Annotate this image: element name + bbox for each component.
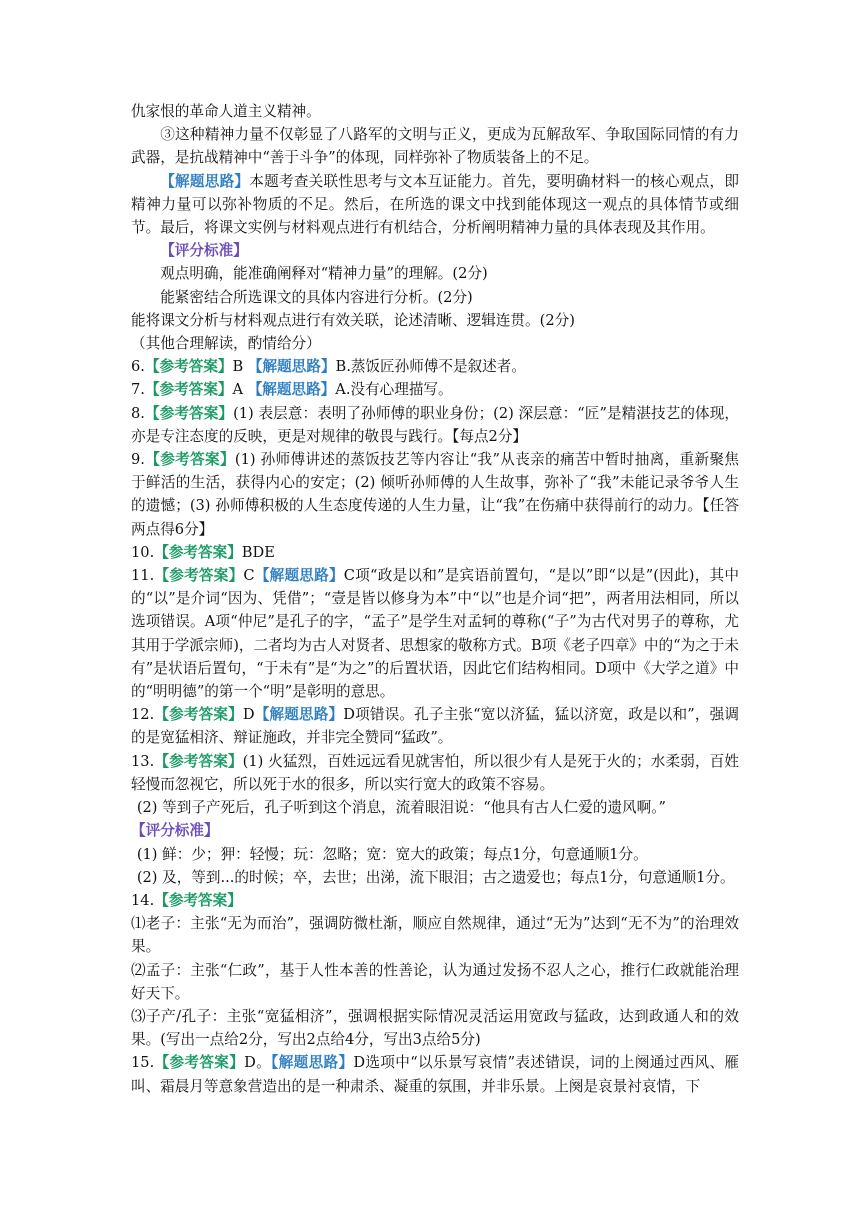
analysis-tag: 【解题思路】 (271, 1054, 354, 1072)
answer-q13 (131, 750, 739, 796)
text-span: (2) 及，等到...的时候；卒，去世；出涕，流下眼泪；古之遗爱也；每点1分，句意通顺1分。 (136, 868, 735, 886)
answer-q10 (131, 541, 739, 564)
answer-tag: 【参考答案】 (144, 381, 233, 399)
text-span: (1) 表层意：表明了孙师傅的职业身份；(2) 深层意：“匠”是精湛技艺的体现，亦是专注态度的反映，更是对规律的敬畏与践行。【每点2分】 (131, 404, 739, 445)
answer-value: A (232, 381, 248, 399)
question-number: 14. (131, 891, 155, 909)
answer-tag: 【参考答案】 (154, 706, 243, 724)
text-span: 仇家恨的革命人道主义精神。 (131, 103, 321, 120)
score-heading (131, 819, 739, 842)
analysis-tag: 【解题思路】 (247, 358, 336, 376)
answer-value: BDE (241, 543, 275, 561)
answer-value: B (232, 358, 248, 376)
question-number: 7. (131, 381, 145, 399)
analysis-tag: 【解题思路】 (160, 172, 250, 190)
text-span: （其他合理解读，酌情给分） (131, 335, 321, 353)
text-line (131, 796, 739, 819)
answer-q14 (131, 889, 739, 912)
question-number: 9. (131, 451, 145, 469)
text-paragraph (131, 123, 739, 169)
text-line (131, 286, 739, 309)
answer-q6 (131, 355, 739, 378)
text-span: A.没有心理描写。 (335, 381, 453, 399)
text-span: B.蒸饭匠孙师傅不是叙述者。 (335, 358, 526, 376)
question-number: 8. (131, 404, 145, 422)
answer-tag: 【参考答案】 (154, 567, 244, 585)
analysis-tag: 【解题思路】 (254, 706, 344, 724)
question-number: 6. (131, 358, 145, 376)
question-number: 12. (131, 706, 155, 724)
answer-document (131, 100, 739, 1098)
text-line (131, 843, 739, 866)
text-span: ③这种精神力量不仅彰显了八路军的文明与正义，更成为瓦解敌军、争取国际同情的有力武器，是抗战精神中“善于斗争”的体现，同样弥补了物质装备上的不足。 (131, 126, 739, 167)
answer-tag: 【参考答案】 (154, 891, 242, 909)
answer-value: D。 (244, 1054, 272, 1072)
answer-q7 (131, 378, 739, 401)
text-span: 能将课文分析与材料观点进行有效关联，论述清晰、逻辑连贯。(2分) (131, 311, 575, 329)
text-span: D选项中“以乐景写哀情”表述错误，词的上阕通过西风、雁叫、霜晨月等意象营造出的是一种肃杀、凝重的氛围，并非乐景。上阕是哀景衬哀情，下 (131, 1054, 739, 1095)
text-span: (1) 火猛烈，百姓远远看见就害怕，所以很少有人是死于火的；水柔弱，百姓轻慢而忽视它，所以死于水的很多，所以实行宽大的政策不容易。 (131, 752, 739, 793)
question-number: 11. (131, 567, 155, 585)
question-number: 13. (131, 752, 155, 770)
text-line (131, 309, 739, 332)
text-span: (1) 孙师傅讲述的蒸饭技艺等内容让“我”从丧亲的痛苦中暂时抽离，重新聚焦于鲜活的生活，获得内心的安定；(2) 倾听孙师傅的人生故事，弥补了“我”未能记录爷爷人生的遗憾；(3) 孙师傅积极的人生态度传递的人生力量，让“我”在伤痛中获得前行的动力。【任答两点得6分】 (131, 451, 739, 538)
answer-q11 (131, 564, 739, 703)
answer-q12 (131, 703, 739, 749)
text-line (131, 100, 739, 123)
question-number: 15. (131, 1054, 155, 1072)
text-line (131, 1005, 739, 1051)
text-span: D项错误。孔子主张“宽以济猛，猛以济宽，政是以和”，强调的是宽猛相济、辩证施政，并非完全赞同“猛政”。 (131, 706, 739, 747)
text-span: 本题考查关联性思考与文本互证能力。首先，要明确材料一的核心观点，即精神力量可以弥补物质的不足。然后，在所选的课文中找到能体现这一观点的具体情节或细节。最后，将课文实例与材料观点进行有机结合，分析阐明精神力量的具体表现及其作用。 (131, 172, 739, 237)
text-line (131, 912, 739, 958)
answer-tag: 【参考答案】 (154, 752, 243, 770)
text-span: ⑵孟子：主张“仁政”，基于人性本善的性善论，认为通过发扬不忍人之心，推行仁政就能治理好天下。 (131, 961, 739, 1002)
answer-q8 (131, 402, 739, 448)
score-tag: 【评分标准】 (131, 822, 219, 840)
answer-q15 (131, 1051, 739, 1097)
text-span: (1) 鲜：少；狎：轻慢；玩：忽略；宽：宽大的政策；每点1分，句意通顺1分。 (136, 845, 648, 863)
score-heading (131, 239, 739, 262)
text-span: 观点明确，能准确阐释对“精神力量”的理解。(2分) (160, 265, 488, 283)
analysis-tag: 【解题思路】 (254, 567, 344, 585)
answer-tag: 【参考答案】 (144, 404, 234, 422)
answer-tag: 【参考答案】 (144, 358, 233, 376)
answer-q9 (131, 448, 739, 541)
text-line (131, 332, 739, 355)
analysis-tag: 【解题思路】 (247, 381, 336, 399)
answer-tag: 【参考答案】 (154, 543, 242, 561)
score-tag: 【评分标准】 (160, 242, 248, 260)
text-line (131, 866, 739, 889)
text-span: C项“政是以和”是宾语前置句，“是以”即“以是”(因此)，其中的“以”是介词“因为、凭借”；“壹是皆以修身为本”中“以”也是介词“把”，两者用法相同，所以选项错误。A项“仲尼”是孔子的字，“孟子”是学生对孟轲的尊称(“子”为古代对男子的尊称，尤其用于学派宗师)，二者均为古人对贤者、思想家的敬称方式。B项《老子四章》中的“为之于未有”是状语后置句，“于未有”是“为之”的后置状语，因此它们结构相同。D项中《大学之道》中的“明明德”的第一个“明”是彰明的意思。 (131, 567, 739, 701)
answer-tag: 【参考答案】 (154, 1054, 245, 1072)
text-span: (2) 等到子产死后，孔子听到这个消息，流着眼泪说：“他具有古人仁爱的遗风啊。” (136, 799, 666, 817)
answer-tag: 【参考答案】 (144, 451, 235, 469)
text-span: ⑴老子：主张“无为而治”，强调防微杜渐，顺应自然规律，通过“无为”达到“无不为”的治理效果。 (131, 915, 739, 956)
answer-value: D (242, 706, 255, 724)
text-span: ⑶子产/孔子：主张“宽猛相济”，强调根据实际情况灵活运用宽政与猛政，达到政通人和的效果。(写出一点给2分，写出2点给4分，写出3点给5分) (131, 1007, 739, 1049)
analysis-paragraph (131, 170, 739, 240)
text-line (131, 959, 739, 1005)
question-number: 10. (131, 543, 155, 561)
text-line (131, 262, 739, 285)
text-span: 能紧密结合所选课文的具体内容进行分析。(2分) (160, 288, 473, 306)
answer-value: C (243, 567, 255, 585)
